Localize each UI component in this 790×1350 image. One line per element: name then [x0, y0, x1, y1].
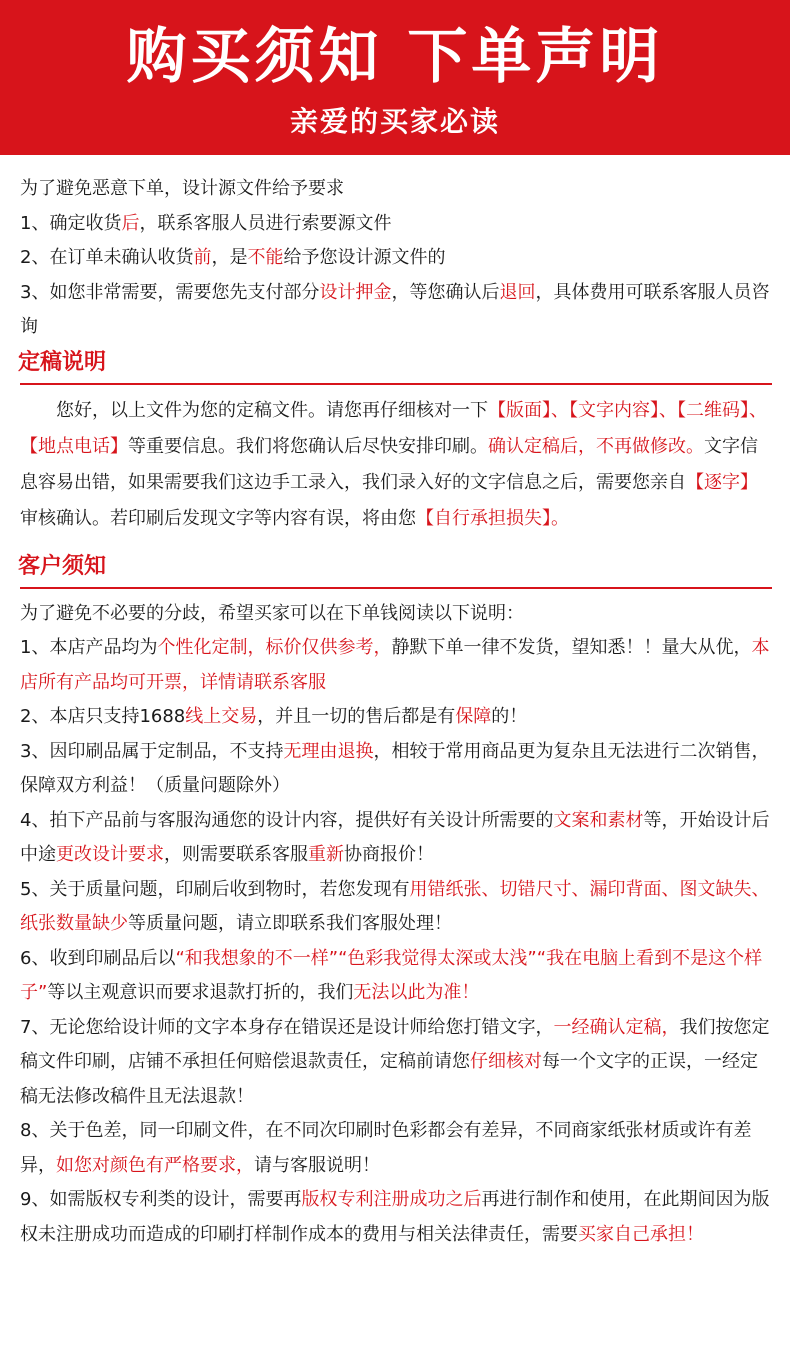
body-text: 1、本店产品均为: [20, 637, 158, 658]
body-text: ，相较于常用商品更为复杂且无法进行二次销售，保障双方利益！（质量问题除外）: [20, 740, 770, 796]
body-text: 等重要信息。我们将您确认后尽快安排印刷。: [128, 435, 488, 457]
list-item: [20, 873, 772, 942]
list-item: [20, 942, 772, 1011]
highlight-text: 退回: [499, 281, 536, 303]
highlight-text: 设计押金: [319, 281, 392, 303]
highlight-text: 如您对颜色有严格要求，: [56, 1154, 254, 1176]
highlight-text: 个性化定制，标价仅供参考，: [157, 637, 392, 658]
highlight-text: 线上交易: [185, 706, 258, 727]
body-text: 的！: [491, 706, 528, 727]
body-text: 2、在订单未确认收货: [20, 247, 194, 268]
body-text: 3、如您非常需要，需要您先支付部分: [20, 281, 320, 303]
highlight-text: 后: [121, 212, 140, 234]
body-text: 1、确定收货: [20, 212, 122, 234]
highlight-text: 用错纸张、切错尺寸、漏印背面、图文缺失、纸张数量缺少: [20, 878, 770, 934]
highlight-text: 【自行承担损失】。: [416, 507, 569, 529]
body-text: ，并且一切的售后都是有: [257, 706, 456, 727]
highlight-text: 买家自己承担！: [578, 1223, 704, 1245]
highlight-text: 【版面】、【文字内容】、【二维码】、【地点电话】: [20, 399, 767, 457]
body-text: ，联系客服人员进行索要源文件: [139, 212, 392, 234]
body-text: 4、拍下产品前与客服沟通您的设计内容，提供好有关设计所需要的: [20, 809, 554, 831]
body-text: 您好，以上文件为您的定稿文件。请您再仔细核对一下: [56, 399, 488, 421]
body-text: 9、如需版权专利类的设计，需要再: [20, 1189, 302, 1210]
header-banner: [0, 0, 790, 155]
highlight-text: 【逐字】: [686, 471, 758, 493]
body-text: 等，开始设计后中途: [20, 809, 770, 865]
list-item: [20, 631, 772, 700]
highlight-text: 一经确认定稿，: [553, 1016, 680, 1038]
section-customer-header: [20, 551, 772, 589]
section-customer-title: 客户须知: [18, 553, 107, 579]
highlight-text: 仔细核对: [470, 1051, 542, 1072]
body-text: 再进行制作和使用，在此期间因为版权未注册成功而造成的印刷打样制作成本的费用与相关法律责任，需要: [20, 1189, 770, 1245]
body-text: 请与客服说明！: [254, 1154, 380, 1176]
body-text: ，具体费用可联系客服人员咨询: [20, 281, 770, 337]
body-text: 5、关于质量问题，印刷后收到物时，若您发现有: [20, 878, 410, 900]
customer-list: [20, 631, 772, 1252]
highlight-text: 本店所有产品均可开票，详情请联系客服: [20, 637, 770, 693]
body-text: 每一个文字的正误，一经定稿无法修改稿件且无法退款！: [20, 1051, 758, 1107]
final-paragraph: [20, 393, 772, 537]
customer-intro: 为了避免不必要的分歧，希望买家可以在下单钱阅读以下说明：: [20, 602, 524, 624]
body-text: 8、关于色差，同一印刷文件，在不同次印刷时色彩都会有差异，不同商家纸张材质或许有差异，: [20, 1120, 752, 1176]
list-item: [20, 207, 772, 242]
highlight-text: “和我想象的不一样”“色彩我觉得太深或太浅”“我在电脑上看到不是这个样子”: [20, 947, 763, 1003]
body-text: ，则需要联系客服: [164, 844, 308, 865]
highlight-text: 无理由退换: [283, 740, 374, 762]
notice-content: [20, 172, 772, 1252]
list-item: [20, 241, 772, 276]
highlight-text: 更改设计要求: [56, 844, 164, 865]
list-item: [20, 1183, 772, 1252]
highlight-text: 重新: [308, 844, 344, 865]
body-text: 文字信息容易出错，如果需要我们这边手工录入，我们录入好的文字信息之后，需要您亲自: [20, 435, 758, 493]
page-subtitle: 亲爱的买家必读: [289, 105, 500, 138]
intro-list: [20, 207, 772, 345]
list-item: [20, 735, 772, 804]
section-final-header: [20, 347, 772, 385]
section-final-title: 定稿说明: [18, 349, 107, 375]
list-item: [20, 804, 772, 873]
body-text: 2、本店只支持1688: [20, 706, 186, 727]
highlight-text: 版权专利注册成功之后: [301, 1189, 482, 1210]
body-text: ，等您确认后: [391, 281, 500, 303]
body-text: ，是: [211, 247, 248, 268]
body-text: 7、无论您给设计师的文字本身存在错误还是设计师给您打错文字，: [20, 1016, 554, 1038]
highlight-text: 前: [193, 247, 212, 268]
body-text: 静默下单一律不发货，望知悉！！量大从优，: [391, 637, 752, 658]
body-text: 我们按您定稿文件印刷，店铺不承担任何赔偿退款责任，定稿前请您: [20, 1016, 770, 1072]
intro-heading: 为了避免恶意下单，设计源文件给予要求: [20, 178, 344, 199]
highlight-text: 无法以此为准！: [353, 982, 480, 1003]
body-text: 等质量问题，请立即联系我们客服处理！: [128, 913, 452, 934]
highlight-text: 保障: [455, 706, 492, 727]
list-item: [20, 1114, 772, 1183]
body-text: 等以主观意识而要求退款打折的，我们: [47, 982, 354, 1003]
body-text: 3、因印刷品属于定制品，不支持: [20, 740, 284, 762]
page-title: 购买须知 下单声明: [126, 22, 664, 92]
list-item: [20, 700, 772, 735]
list-item: [20, 276, 772, 345]
highlight-text: 不能: [247, 247, 284, 268]
highlight-text: 确认定稿后，不再做修改。: [488, 435, 704, 457]
highlight-text: 文案和素材: [553, 809, 644, 831]
list-item: [20, 1011, 772, 1115]
body-text: 给予您设计源文件的: [283, 247, 446, 268]
body-text: 6、收到印刷品后以: [20, 947, 176, 969]
body-text: 审核确认。若印刷后发现文字等内容有误，将由您: [20, 507, 416, 529]
body-text: 协商报价！: [344, 844, 434, 865]
